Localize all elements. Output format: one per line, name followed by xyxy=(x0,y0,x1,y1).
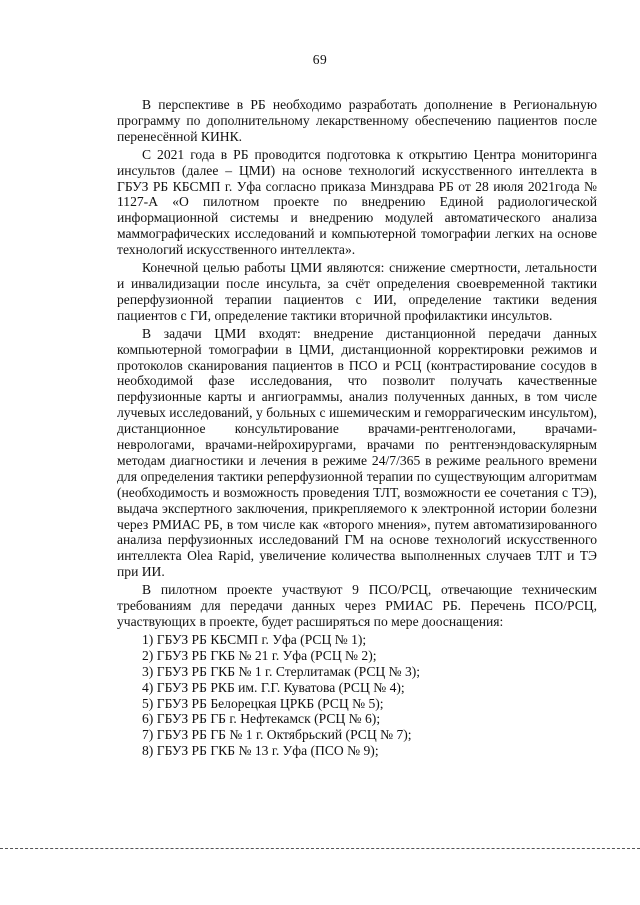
list-item: 6) ГБУЗ РБ ГБ г. Нефтекамск (РСЦ № 6); xyxy=(142,711,381,727)
body-text xyxy=(117,97,597,759)
paragraph-goals: Конечной целью работы ЦМИ являются: снижение смертности, летальности и инвалидизации после инсульта, за счёт определения своевременной тактики реперфузионной терапии пациентов с ИИ, определение тактики ведения пациентов с ГИ, определение тактики вторичной профилактики инсультов. xyxy=(117,260,597,323)
paragraph-stroke-monitoring-center: С 2021 года в РБ проводится подготовка к открытию Центра мониторинга инсультов (далее – ЦМИ) на основе технологий искусственного интеллекта в ГБУЗ РБ КБСМП г. Уфа согласно приказа Минздрава РБ от 28 июля 2021года № 1127-А «О пилотном проекте по внедрению Единой радиологической информационной системы и внедрению модулей автоматического анализа маммографических исследований и компьютерной томографии легких на основе технологий искусственного интеллекта». xyxy=(117,146,597,258)
paragraph-tasks: В задачи ЦМИ входят: внедрение дистанционной передачи данных компьютерной томографии в ЦМИ, дистанционной корректировки режимов и протоколов сканирования пациентов в ПСО и РСЦ (контрастирование сосудов в необходимой фазе исследования, что позволит получать качественные перфузионные карты и ангиограммы, анализ полученных данных, в том числе лучевых исследований, у больных с ишемическим и геморрагическим инсультом), дистанционное консультирование врачами-рентгенологами, врачами-неврологами, врачами-нейрохирургами, врачами по рентгенэндоваскулярным методам диагностики и лечения в режиме 24/7/365 в режиме реального времени для определения тактики реперфузионной терапии по существующим алгоритмам (необходимость и возможность проведения ТЛТ, возможности ее сочетания с ТЭ), выдача экспертного заключения, прикрепляемого к электронной истории болезни через РМИАС РБ, в том числе как «второго мнения», путем автоматизированного анализа перфузионных исследований ГМ на основе технологий искусственного интеллекта Olea Rapid, увеличение количества выполненных случаев ТЛТ и ТЭ при ИИ. xyxy=(117,325,597,580)
list-item: 4) ГБУЗ РБ РКБ им. Г.Г. Куватова (РСЦ № 4); xyxy=(142,679,405,695)
paragraph-pilot-project: В пилотном проекте участвуют 9 ПСО/РСЦ, отвечающие техническим требованиям для передачи данных через РМИАС РБ. Перечень ПСО/РСЦ, участвующих в проекте, будет расширяться по мере дооснащения: xyxy=(117,582,597,629)
list-item: 7) ГБУЗ РБ ГБ № 1 г. Октябрьский (РСЦ № 7); xyxy=(142,727,412,743)
list-item: 1) ГБУЗ РБ КБСМП г. Уфа (РСЦ № 1); xyxy=(142,631,367,647)
paragraph-perspective: В перспективе в РБ необходимо разработать дополнение в Региональную программу по дополнительному лекарственному обеспечению пациентов после перенесённой КИНК. xyxy=(117,97,597,144)
participants-list xyxy=(117,632,597,759)
list-item: 2) ГБУЗ РБ ГКБ № 21 г. Уфа (РСЦ № 2); xyxy=(142,647,377,663)
list-item: 8) ГБУЗ РБ ГКБ № 13 г. Уфа (ПСО № 9); xyxy=(142,743,379,759)
footer-divider xyxy=(0,848,640,849)
page-number: 69 xyxy=(312,52,328,67)
list-item: 3) ГБУЗ РБ ГКБ № 1 г. Стерлитамак (РСЦ № 3); xyxy=(142,663,421,679)
list-item: 5) ГБУЗ РБ Белорецкая ЦРКБ (РСЦ № 5); xyxy=(142,695,384,711)
